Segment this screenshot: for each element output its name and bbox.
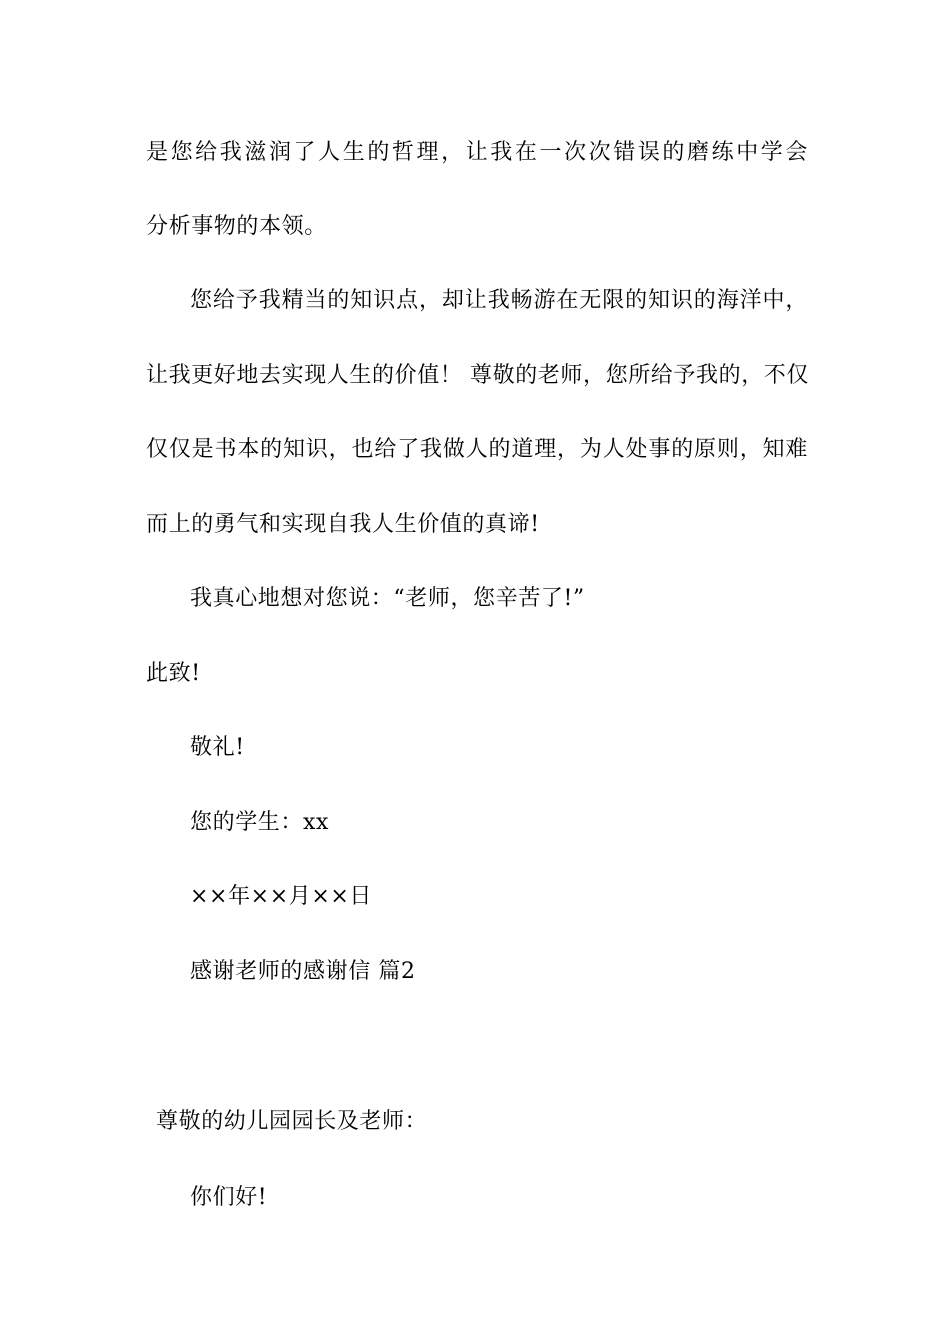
paragraph-line-6: 而上的勇气和实现自我人生价值的真谛! [146,512,540,537]
paragraph-line-4: 让我更好地去实现人生的价值！ 尊敬的老师，您所给予我的，不仅 [146,363,809,388]
paragraph-line-5: 仅仅是书本的知识，也给了我做人的道理，为人处事的原则，知难 [146,437,808,462]
closing-jingli: 敬礼! [190,735,245,760]
paragraph-line-7: 我真心地想对您说：“老师，您辛苦了!” [190,586,585,611]
closing-cizhi: 此致! [146,661,201,686]
section-heading: 感谢老师的感谢信 篇2 [190,959,416,984]
greeting: 你们好! [190,1185,268,1210]
salutation: 尊敬的幼儿园园长及老师： [156,1109,428,1134]
paragraph-line-1: 是您给我滋润了人生的哲理，让我在一次次错误的磨练中学会 [146,140,808,165]
paragraph-line-2: 分析事物的本领。 [146,214,327,239]
paragraph-line-3: 您给予我精当的知识点，却让我畅游在无限的知识的海洋中， [190,288,808,313]
signature-date: ××年××月××日 [190,884,373,909]
signature-student: 您的学生：xx [190,810,330,835]
